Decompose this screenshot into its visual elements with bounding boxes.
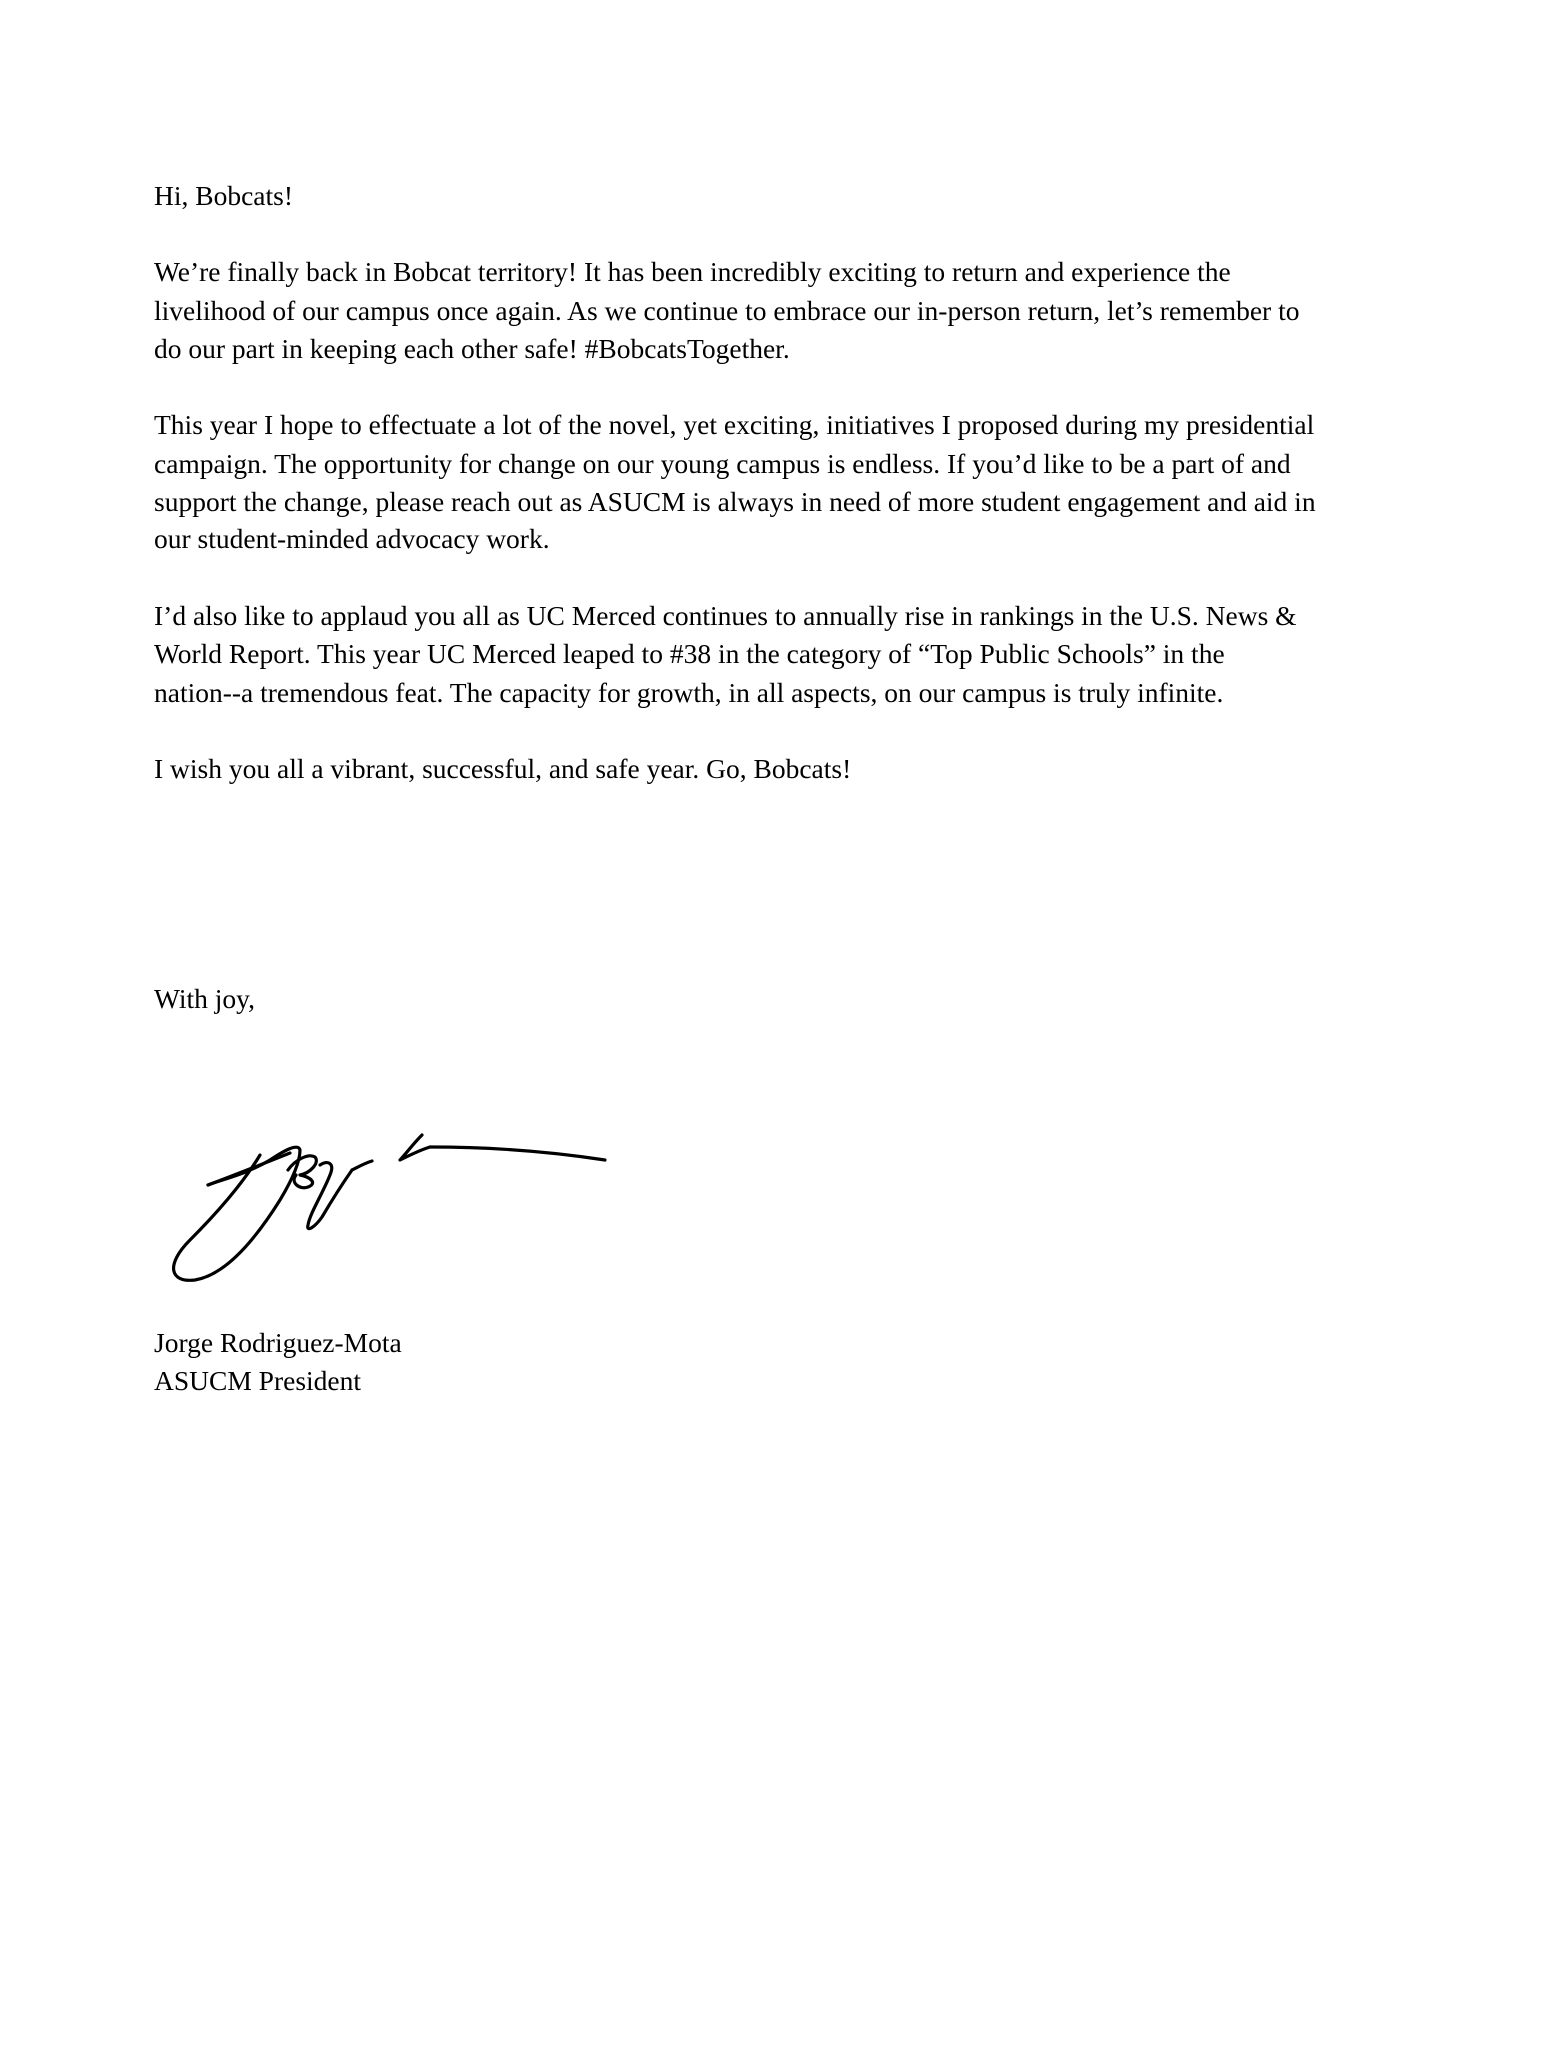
paragraph-line: nation--a tremendous feat. The capacity for growth, in all aspects, on our campus is truly infinite. xyxy=(154,677,1224,708)
signer-title: ASUCM President xyxy=(154,1365,362,1396)
greeting: Hi, Bobcats! xyxy=(154,180,294,211)
paragraph-line: We’re finally back in Bobcat territory! It has been incredibly exciting to return and experience the xyxy=(154,256,1231,287)
signature-icon xyxy=(160,1105,640,1285)
paragraph-line: World Report. This year UC Merced leaped to #38 in the category of “Top Public Schools” in the xyxy=(154,638,1225,669)
paragraph-line: our student-minded advocacy work. xyxy=(154,523,550,554)
closing: With joy, xyxy=(154,983,255,1014)
paragraph-line: campaign. The opportunity for change on our young campus is endless. If you’d like to be a part of and xyxy=(154,448,1291,479)
paragraph-line: I’d also like to applaud you all as UC Merced continues to annually rise in rankings in the U.S. News & xyxy=(154,600,1297,631)
paragraph-line: do our part in keeping each other safe! #BobcatsTogether. xyxy=(154,333,790,364)
paragraph-line: This year I hope to effectuate a lot of the novel, yet exciting, initiatives I proposed during my presidential xyxy=(154,409,1315,440)
signer-name: Jorge Rodriguez-Mota xyxy=(154,1327,402,1358)
paragraph-line: I wish you all a vibrant, successful, and safe year. Go, Bobcats! xyxy=(154,753,852,784)
paragraph-line: support the change, please reach out as ASUCM is always in need of more student engagement and aid in xyxy=(154,486,1316,517)
paragraph-line: livelihood of our campus once again. As we continue to embrace our in-person return, let’s remember to xyxy=(154,295,1300,326)
